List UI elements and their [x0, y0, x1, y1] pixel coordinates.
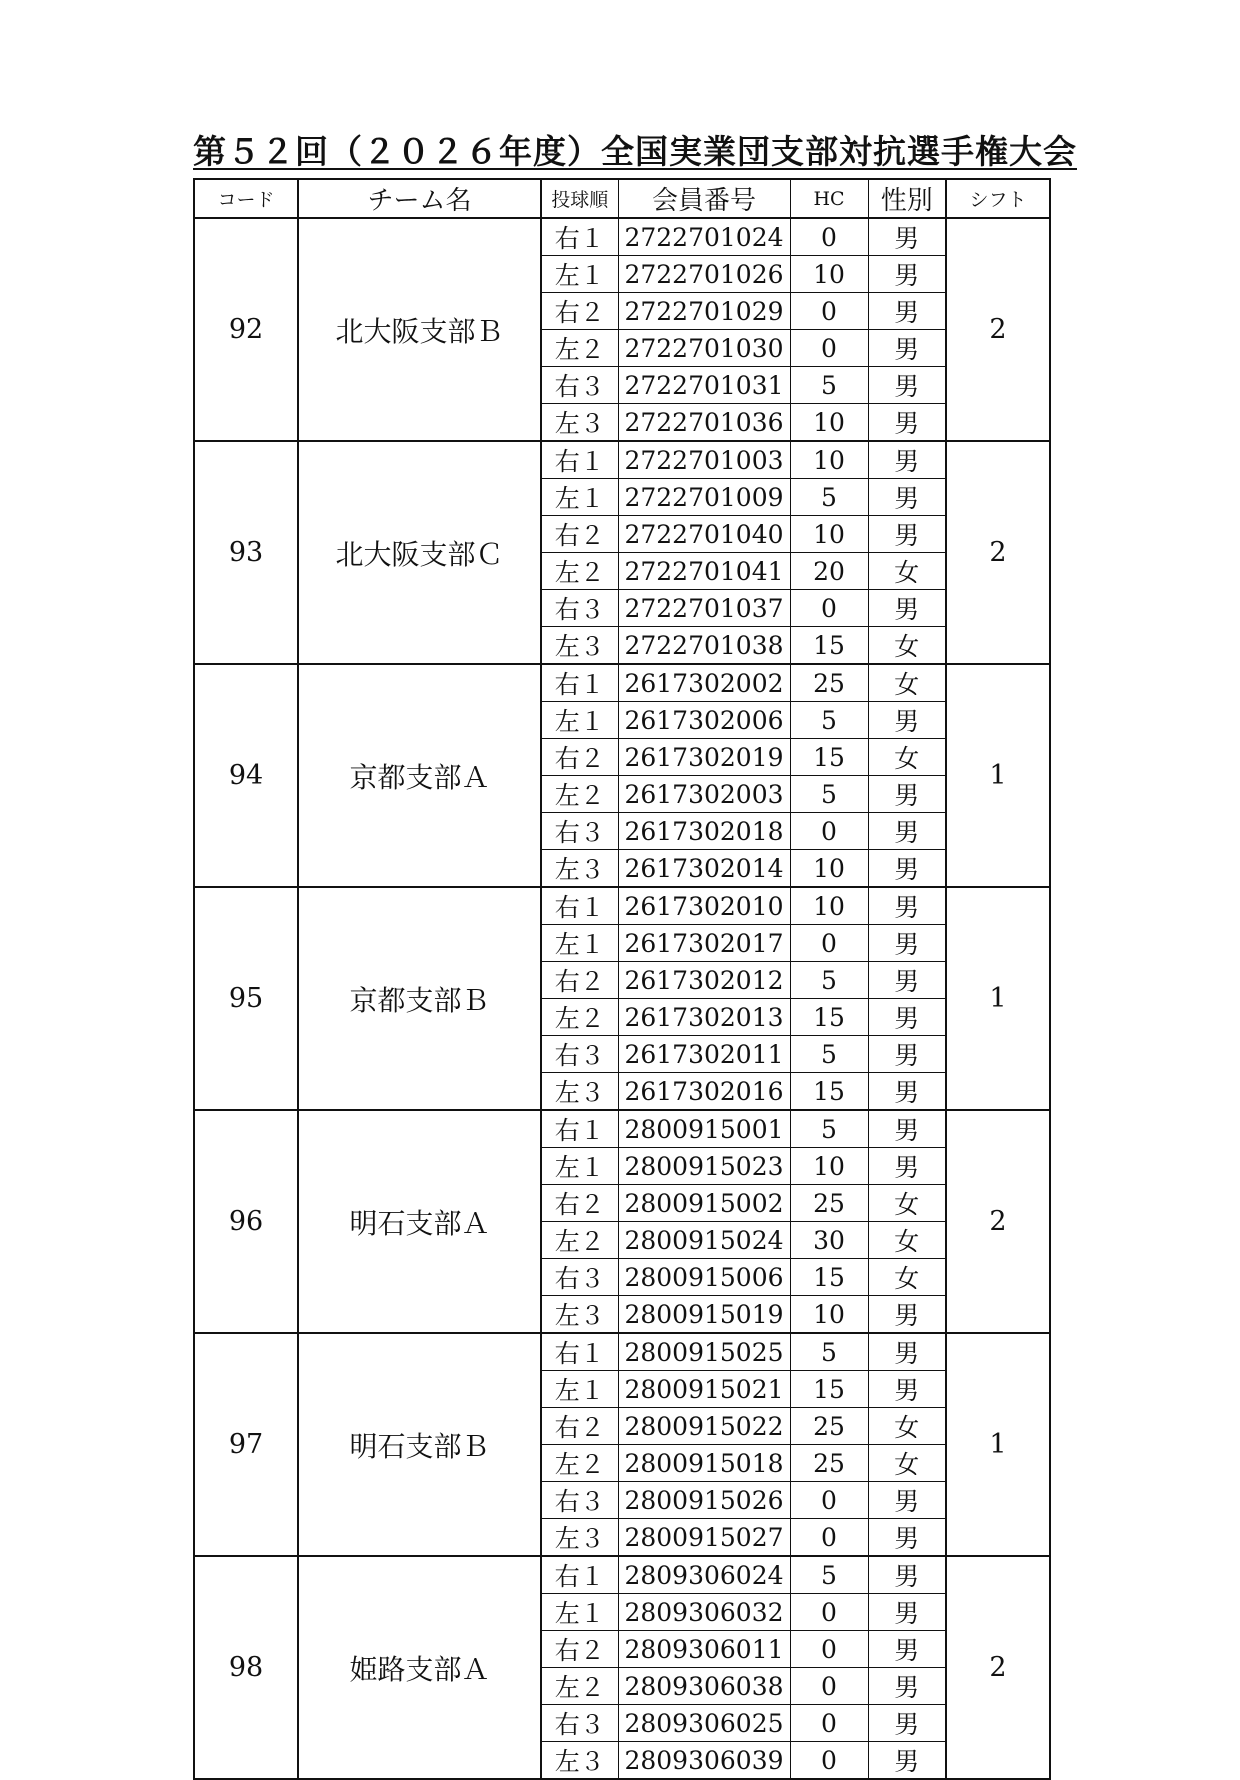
member-number: 2722701038 [618, 627, 790, 665]
sex: 男 [868, 1668, 946, 1705]
bowling-order: 左２ [541, 1445, 618, 1482]
handicap: 0 [790, 813, 868, 850]
bowling-order: 左１ [541, 1594, 618, 1631]
team-code: 98 [194, 1556, 298, 1779]
handicap: 0 [790, 218, 868, 256]
sex: 男 [868, 404, 946, 442]
sex: 男 [868, 218, 946, 256]
bowling-order: 左１ [541, 256, 618, 293]
handicap: 0 [790, 1594, 868, 1631]
member-number: 2617302010 [618, 887, 790, 925]
bowling-order: 左１ [541, 479, 618, 516]
shift: 1 [946, 664, 1050, 887]
handicap: 0 [790, 1705, 868, 1742]
sex: 女 [868, 627, 946, 665]
member-number: 2800915026 [618, 1482, 790, 1519]
bowling-order: 右２ [541, 962, 618, 999]
handicap: 0 [790, 1631, 868, 1668]
bowling-order: 右２ [541, 1408, 618, 1445]
handicap: 10 [790, 1148, 868, 1185]
shift: 2 [946, 218, 1050, 441]
bowling-order: 右２ [541, 739, 618, 776]
handicap: 5 [790, 776, 868, 813]
team-name: 北大阪支部Ｂ [298, 218, 541, 441]
sex: 男 [868, 1742, 946, 1780]
handicap: 15 [790, 999, 868, 1036]
handicap: 5 [790, 1556, 868, 1594]
sex: 男 [868, 1519, 946, 1557]
member-number: 2617302013 [618, 999, 790, 1036]
member-number: 2617302017 [618, 925, 790, 962]
team-code: 95 [194, 887, 298, 1110]
table-row [194, 1556, 1050, 1594]
bowling-order: 左１ [541, 1371, 618, 1408]
team-code: 94 [194, 664, 298, 887]
member-number: 2800915002 [618, 1185, 790, 1222]
sex: 男 [868, 813, 946, 850]
bowling-order: 左３ [541, 1519, 618, 1557]
member-number: 2800915027 [618, 1519, 790, 1557]
header-hc: HC [790, 179, 868, 218]
bowling-order: 左３ [541, 850, 618, 888]
member-number: 2722701041 [618, 553, 790, 590]
handicap: 15 [790, 1259, 868, 1296]
bowling-order: 左１ [541, 702, 618, 739]
handicap: 5 [790, 1036, 868, 1073]
sex: 男 [868, 776, 946, 813]
shift: 2 [946, 1556, 1050, 1779]
bowling-order: 右３ [541, 1482, 618, 1519]
bowling-order: 右１ [541, 887, 618, 925]
header-code: コード [194, 179, 298, 218]
bowling-order: 右１ [541, 1333, 618, 1371]
bowling-order: 左３ [541, 1073, 618, 1111]
roster-table [193, 178, 1051, 1780]
sex: 男 [868, 1594, 946, 1631]
team-code: 97 [194, 1333, 298, 1556]
member-number: 2617302011 [618, 1036, 790, 1073]
handicap: 10 [790, 1296, 868, 1334]
sex: 男 [868, 479, 946, 516]
bowling-order: 左２ [541, 1668, 618, 1705]
member-number: 2809306038 [618, 1668, 790, 1705]
handicap: 15 [790, 739, 868, 776]
handicap: 5 [790, 962, 868, 999]
team-code: 93 [194, 441, 298, 664]
member-number: 2722701037 [618, 590, 790, 627]
handicap: 0 [790, 1742, 868, 1780]
member-number: 2722701030 [618, 330, 790, 367]
member-number: 2800915019 [618, 1296, 790, 1334]
bowling-order: 左１ [541, 925, 618, 962]
handicap: 0 [790, 925, 868, 962]
member-number: 2722701036 [618, 404, 790, 442]
handicap: 0 [790, 330, 868, 367]
handicap: 5 [790, 367, 868, 404]
handicap: 0 [790, 293, 868, 330]
member-number: 2800915001 [618, 1110, 790, 1148]
bowling-order: 右３ [541, 1036, 618, 1073]
team-name: 明石支部Ａ [298, 1110, 541, 1333]
member-number: 2722701009 [618, 479, 790, 516]
handicap: 25 [790, 1408, 868, 1445]
bowling-order: 左３ [541, 627, 618, 665]
member-number: 2809306032 [618, 1594, 790, 1631]
shift: 1 [946, 1333, 1050, 1556]
member-number: 2722701029 [618, 293, 790, 330]
sex: 女 [868, 739, 946, 776]
member-number: 2809306011 [618, 1631, 790, 1668]
member-number: 2809306039 [618, 1742, 790, 1780]
bowling-order: 左２ [541, 776, 618, 813]
bowling-order: 右３ [541, 1705, 618, 1742]
shift: 2 [946, 1110, 1050, 1333]
bowling-order: 右２ [541, 516, 618, 553]
sex: 男 [868, 1371, 946, 1408]
team-name: 姫路支部Ａ [298, 1556, 541, 1779]
member-number: 2617302014 [618, 850, 790, 888]
bowling-order: 左３ [541, 1742, 618, 1780]
header-member-no: 会員番号 [618, 179, 790, 218]
sex: 男 [868, 256, 946, 293]
sex: 男 [868, 330, 946, 367]
sex: 男 [868, 516, 946, 553]
bowling-order: 左３ [541, 1296, 618, 1334]
sex: 男 [868, 887, 946, 925]
sex: 男 [868, 925, 946, 962]
sex: 女 [868, 664, 946, 702]
handicap: 10 [790, 441, 868, 479]
member-number: 2617302012 [618, 962, 790, 999]
sex: 男 [868, 1631, 946, 1668]
bowling-order: 右１ [541, 1110, 618, 1148]
handicap: 15 [790, 1073, 868, 1111]
bowling-order: 右３ [541, 813, 618, 850]
member-number: 2809306025 [618, 1705, 790, 1742]
member-number: 2617302002 [618, 664, 790, 702]
header-order: 投球順 [541, 179, 618, 218]
member-number: 2617302003 [618, 776, 790, 813]
bowling-order: 右１ [541, 664, 618, 702]
bowling-order: 右２ [541, 293, 618, 330]
member-number: 2800915022 [618, 1408, 790, 1445]
handicap: 5 [790, 479, 868, 516]
handicap: 25 [790, 664, 868, 702]
handicap: 15 [790, 627, 868, 665]
sex: 男 [868, 367, 946, 404]
member-number: 2617302016 [618, 1073, 790, 1111]
team-name: 京都支部Ａ [298, 664, 541, 887]
member-number: 2800915018 [618, 1445, 790, 1482]
handicap: 0 [790, 590, 868, 627]
sex: 男 [868, 702, 946, 739]
bowling-order: 右３ [541, 367, 618, 404]
sex: 男 [868, 999, 946, 1036]
handicap: 20 [790, 553, 868, 590]
header-shift: シフト [946, 179, 1050, 218]
sex: 女 [868, 1408, 946, 1445]
bowling-order: 右１ [541, 218, 618, 256]
handicap: 5 [790, 1110, 868, 1148]
member-number: 2800915021 [618, 1371, 790, 1408]
shift: 2 [946, 441, 1050, 664]
handicap: 10 [790, 850, 868, 888]
handicap: 30 [790, 1222, 868, 1259]
sex: 男 [868, 441, 946, 479]
bowling-order: 左２ [541, 553, 618, 590]
table-row [194, 1333, 1050, 1371]
team-name: 京都支部Ｂ [298, 887, 541, 1110]
member-number: 2722701026 [618, 256, 790, 293]
header-team: チーム名 [298, 179, 541, 218]
bowling-order: 右３ [541, 1259, 618, 1296]
member-number: 2722701040 [618, 516, 790, 553]
handicap: 10 [790, 516, 868, 553]
shift: 1 [946, 887, 1050, 1110]
handicap: 0 [790, 1482, 868, 1519]
handicap: 0 [790, 1668, 868, 1705]
member-number: 2617302018 [618, 813, 790, 850]
sex: 男 [868, 850, 946, 888]
member-number: 2617302006 [618, 702, 790, 739]
sex: 男 [868, 1073, 946, 1111]
sex: 男 [868, 1110, 946, 1148]
member-number: 2722701031 [618, 367, 790, 404]
member-number: 2722701024 [618, 218, 790, 256]
handicap: 10 [790, 256, 868, 293]
member-number: 2800915025 [618, 1333, 790, 1371]
sex: 男 [868, 1296, 946, 1334]
handicap: 5 [790, 702, 868, 739]
bowling-order: 右１ [541, 441, 618, 479]
member-number: 2800915006 [618, 1259, 790, 1296]
handicap: 25 [790, 1445, 868, 1482]
member-number: 2809306024 [618, 1556, 790, 1594]
bowling-order: 右２ [541, 1631, 618, 1668]
sex: 男 [868, 962, 946, 999]
bowling-order: 右２ [541, 1185, 618, 1222]
table-row [194, 1110, 1050, 1148]
team-name: 明石支部Ｂ [298, 1333, 541, 1556]
bowling-order: 左１ [541, 1148, 618, 1185]
sex: 男 [868, 1148, 946, 1185]
sex: 女 [868, 1259, 946, 1296]
table-row [194, 887, 1050, 925]
header-row [194, 179, 1050, 218]
roster-body [194, 218, 1050, 1779]
handicap: 0 [790, 1519, 868, 1557]
handicap: 5 [790, 1333, 868, 1371]
sex: 女 [868, 553, 946, 590]
handicap: 10 [790, 404, 868, 442]
sex: 男 [868, 1482, 946, 1519]
member-number: 2722701003 [618, 441, 790, 479]
sex: 女 [868, 1222, 946, 1259]
handicap: 15 [790, 1371, 868, 1408]
member-number: 2800915023 [618, 1148, 790, 1185]
team-code: 92 [194, 218, 298, 441]
handicap: 10 [790, 887, 868, 925]
sex: 男 [868, 1705, 946, 1742]
sex: 女 [868, 1445, 946, 1482]
table-row [194, 664, 1050, 702]
sex: 男 [868, 1333, 946, 1371]
bowling-order: 左２ [541, 999, 618, 1036]
sex: 男 [868, 1036, 946, 1073]
header-sex: 性別 [868, 179, 946, 218]
team-code: 96 [194, 1110, 298, 1333]
handicap: 25 [790, 1185, 868, 1222]
sex: 男 [868, 590, 946, 627]
sex: 男 [868, 1556, 946, 1594]
sex: 女 [868, 1185, 946, 1222]
member-number: 2800915024 [618, 1222, 790, 1259]
bowling-order: 右３ [541, 590, 618, 627]
bowling-order: 右１ [541, 1556, 618, 1594]
bowling-order: 左２ [541, 330, 618, 367]
team-name: 北大阪支部Ｃ [298, 441, 541, 664]
table-row [194, 441, 1050, 479]
member-number: 2617302019 [618, 739, 790, 776]
sex: 男 [868, 293, 946, 330]
bowling-order: 左２ [541, 1222, 618, 1259]
bowling-order: 左３ [541, 404, 618, 442]
table-row [194, 218, 1050, 256]
page-title: 第５２回（２０２６年度）全国実業団支部対抗選手権大会 [193, 132, 1077, 171]
